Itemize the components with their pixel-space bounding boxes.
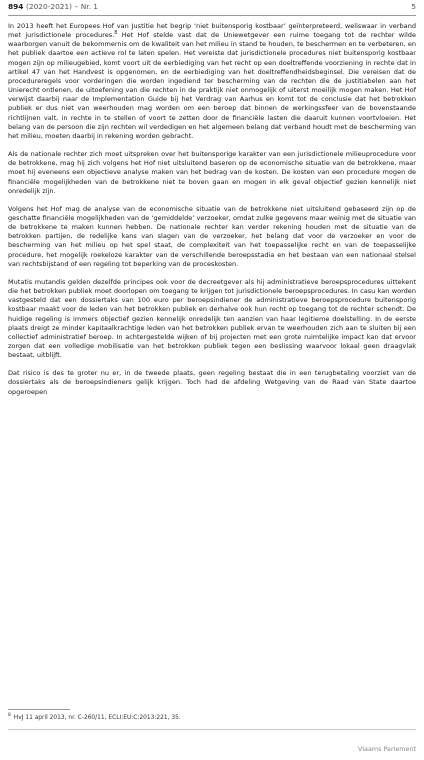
paragraph-text: Mutatis mutandis gelden dezelfde principes ook voor de decreetgever als hij administratieve beroepsprocedures uittekent die het betrokken publiek moet doorlopen om toegang te krijgen tot jurisdictionele beroepsprocedures. In casu kan worden vastgesteld dat een dossiertaks van 100 euro per beroepsindiener de administratieve beroepsprocedure buitensporig kostbaar maakt voor de leden van het betrokken publiek en derhalve ook hun recht op toegang tot de rechter schendt. De huidige regeling is immers objectief gezien kennelijk onredelijk ten aanzien van haar legitieme doelstelling. In de eerste plaats dreigt ze minder kapitaalkrachtige leden van het betrokken publiek ervan te weerhouden zich aan te sluiten bij een collectief administratief beroep. In achtergestelde wijken of bij projecten met een grote ruimtelijke impact kan dat ervoor zorgen dat een volledige mobilisatie van het betrokken publiek tegen een beslissing waarvoor lokaal geen draagvlak bestaat, uitblijft. bbox=[8, 277, 416, 360]
footnote-text: HvJ 11 april 2013, nr. C-260/11, ECLI:EU:C:2013:221, 35. bbox=[13, 715, 181, 721]
footnote bbox=[8, 715, 416, 721]
paragraph-4 bbox=[8, 278, 416, 360]
page-header bbox=[8, 2, 416, 14]
paragraph-1 bbox=[8, 22, 416, 141]
header-divider bbox=[8, 15, 416, 16]
issue-number: – Nr. 1 bbox=[74, 2, 98, 11]
paragraph-text: Volgens het Hof mag de analyse van de economische situatie van de betrokkene niet uitsluitend gebaseerd zijn op de geschatte financiële mogelijkheden van de ‘gemiddelde’ verzoeker, omdat zulke gegevens maar weinig met de situatie van de betrokkene te maken kunnen hebben. De nationale rechter kan verder rekening houden met de situatie van de betrokken partijen, de redelijke kans van slagen van de verzoeker, het belang dat voor de verzoeker en voor de bescherming van het milieu op het spel staat, de complexiteit van het toepasselijke recht en van de toepasselijke procedure, het mogelijk roekeloze karakter van de verschillende beroepsstadia en het bestaan van een nationaal stelsel van rechtsbijstand of een regeling tot beperking van de proceskosten. bbox=[8, 204, 416, 268]
footnote-reference[interactable]: 8 bbox=[114, 30, 118, 36]
document-number bbox=[8, 2, 98, 11]
paragraph-3 bbox=[8, 205, 416, 269]
publisher-name: Vlaams Parlement bbox=[357, 745, 416, 753]
footnote-divider bbox=[8, 709, 70, 710]
footnote-number: 8 bbox=[8, 713, 11, 719]
paragraph-text: Als de nationale rechter zich moet uitspreken over het buitensporige karakter van een jurisdictionele milieuprocedure voor de betrokkene, mag hij zich volgens het Hof niet uitsluitend baseren op de economische situatie van de betrokkene, maar moet hij eveneens een objectieve analyse maken van het bedrag van de kosten. De kosten van een procedure mogen de financiële mogelijkheden van de betrokkene niet te boven gaan en mogen in elk geval objectief gezien kennelijk niet onredelijk zijn. bbox=[8, 150, 416, 195]
session-years: (2020-2021) bbox=[26, 2, 73, 11]
paragraph-5 bbox=[8, 369, 416, 396]
doc-number-value: 894 bbox=[8, 2, 24, 11]
page-number: 5 bbox=[411, 2, 416, 11]
paragraph-text-continued: Het Hof stelde vast dat de Uniewetgever een ruime toegang tot de rechter wilde waarborgen vanuit de bekommernis om de kwaliteit van het milieu in stand te houden, te beschermen en te verbeteren, en het publiek daartoe een actieve rol te laten spelen. Het vereiste dat jurisdictionele procedures niet buitensporig kostbaar mogen zijn op milieugebied, komt voort uit de eerbiediging van het recht op een doeltreffende voorziening in rechte dat in artikel 47 van het Handvest is opgenomen, en de eerbiediging van het doeltreffendheidsbeginsel. Die vereisen dat de procedureregels voor vorderingen die worden ingediend ter bescherming van de rechten die de justitiabelen aan het Unierecht ontlenen, de uitoefening van die rechten in de praktijk niet onmogelijk of uiterst moeilijk mogen maken. Het Hof verwijst daarbij naar de Implementation Guide bij het Verdrag van Aarhus en komt tot de conclusie dat het betrokken publiek er dus niet van weerhouden mag worden om een beroep dat binnen de werkingssfeer van de bovenstaande richtlijnen valt, in rechte in te stellen of voort te zetten door de financiële lasten die daaruit kunnen voortvloeien. Het belang van de persoon die zijn rechten wil verdedigen en het algemeen belang dat verband houdt met de bescherming van het milieu, moeten daarbij in rekening worden gebracht. bbox=[8, 31, 416, 140]
paragraph-text: Dat risico is des te groter nu er, in de tweede plaats, geen regeling bestaat die in een terugbetaling voorziet van de dossiertaks als de beroepsindieners gelijk krijgen. Toch had de afdeling Wetgeving van de Raad van State daartoe opgeroepen bbox=[8, 369, 416, 396]
document-body bbox=[8, 22, 416, 406]
paragraph-2 bbox=[8, 150, 416, 196]
footer-divider bbox=[8, 729, 416, 730]
paragraph-text: In 2013 heeft het Europees Hof van Justitie het begrip ‘niet buitensporig kostbaar’ geïnterpreteerd, weliswaar in verband met jurisdictionele procedures. bbox=[8, 22, 416, 40]
